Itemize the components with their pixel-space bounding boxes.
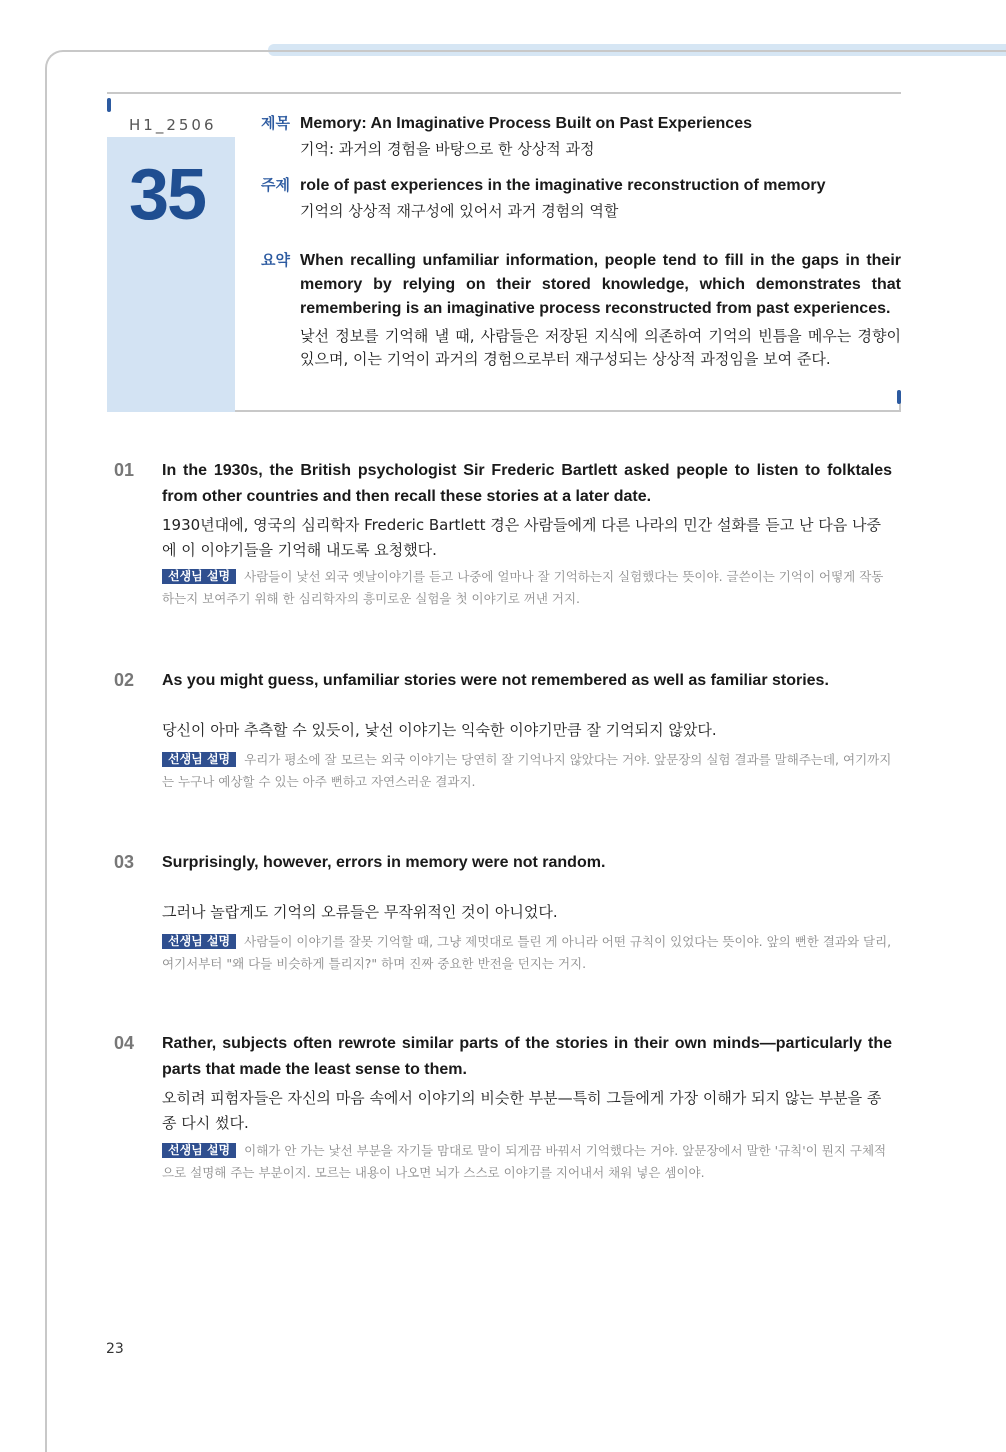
- teacher-note-text: 사람들이 이야기를 잘못 기억할 때, 그냥 제멋대로 틀린 게 아니라 어떤 규칙이 있었다는 뜻이야. 앞의 뻔한 결과와 달리, 여기서부터 "왜 다들 비슷하게 틀리지?" 하며 진짜 중요한 반전을 던지는 거지.: [162, 934, 892, 971]
- teacher-note-badge: 선생님 설명: [162, 569, 236, 584]
- teacher-note-text: 사람들이 낯선 외국 옛날이야기를 듣고 나중에 얼마나 잘 기억하는지 실험했다는 뜻이야. 글쓴이는 기억이 어떻게 작동하는지 보여주기 위해 한 심리학자의 흥미로운 실험을 첫 이야기로 꺼낸 거지.: [162, 569, 884, 606]
- sentence-ko: 1930년대에, 영국의 심리학자 Frederic Bartlett 경은 사람들에게 다른 나라의 민간 설화를 듣고 난 다음 나중에 이 이야기들을 기억해 내도록 요청했다.: [162, 516, 881, 559]
- title-en: Memory: An Imaginative Process Built on Past Experiences: [300, 115, 752, 132]
- teacher-note-badge: 선생님 설명: [162, 934, 236, 949]
- sentence-en: In the 1930s, the British psychologist Sir Frederic Bartlett asked people to listen to folktales from other countries and then recall these stories at a later date.: [162, 462, 892, 505]
- sentence-number: 02: [114, 670, 135, 690]
- question-header-card: [107, 92, 901, 414]
- sentence-number: 04: [114, 1033, 135, 1053]
- card-left-accent: [107, 98, 111, 112]
- sentence-ko: 오히려 피험자들은 자신의 마음 속에서 이야기의 비슷한 부분—특히 그들에게 가장 이해가 되지 않는 부분을 종종 다시 썼다.: [162, 1089, 882, 1132]
- teacher-note-text: 우리가 평소에 잘 모르는 외국 이야기는 당연히 잘 기억나지 않았다는 거야. 앞문장의 실험 결과를 말해주는데, 여기까지는 누구나 예상할 수 있는 아주 뻔하고 자연스러운 결과지.: [162, 752, 892, 789]
- summary-en: When recalling unfamiliar information, people tend to fill in the gaps in their memory by relying on their stored knowledge, which demonstrates that remembering is an imaginative process reconstructed from past experiences.: [300, 252, 901, 317]
- sentence-en: Surprisingly, however, errors in memory were not random.: [162, 854, 606, 871]
- card-right-accent: [897, 390, 901, 404]
- summary-ko: 낯선 정보를 기억해 낼 때, 사람들은 저장된 지식에 의존하여 기억의 빈틈을 메우는 경향이 있으며, 이는 기억이 과거의 경험으로부터 재구성되는 상상적 과정임을 보여 준다.: [300, 327, 901, 368]
- sentence-number: 01: [114, 460, 135, 480]
- topic-en: role of past experiences in the imaginative reconstruction of memory: [300, 177, 826, 194]
- sentence-ko: 그러나 놀랍게도 기억의 오류들은 무작위적인 것이 아니었다.: [162, 903, 558, 921]
- card-top-border: [107, 92, 901, 94]
- teacher-note: [162, 1140, 892, 1184]
- title-ko: 기억: 과거의 경험을 바탕으로 한 상상적 과정: [300, 140, 595, 158]
- question-number: 35: [129, 155, 206, 235]
- sentence-number: 03: [114, 852, 135, 872]
- question-code: H1_2506: [129, 116, 217, 134]
- card-bottom-border: [235, 410, 901, 412]
- sentence-en: Rather, subjects often rewrote similar parts of the stories in their own minds—particularly the parts that made the least sense to them.: [162, 1035, 892, 1078]
- title-label: 제목: [261, 114, 290, 132]
- teacher-note: [162, 931, 892, 975]
- sentence-ko: 당신이 아마 추측할 수 있듯이, 낯선 이야기는 익숙한 이야기만큼 잘 기억되지 않았다.: [162, 721, 717, 739]
- page-number: 23: [106, 1341, 124, 1357]
- topic-ko: 기억의 상상적 재구성에 있어서 과거 경험의 역할: [300, 202, 619, 220]
- teacher-note: [162, 749, 892, 793]
- teacher-note-text: 이해가 안 가는 낯선 부분을 자기들 맘대로 말이 되게끔 바꿔서 기억했다는 거야. 앞문장에서 말한 '규칙'이 뭔지 구체적으로 설명해 주는 부분이지. 모르는 내용이 나오면 뇌가 스스로 이야기를 지어내서 채워 넣은 셈이야.: [162, 1143, 887, 1180]
- summary-label: 요약: [261, 251, 290, 269]
- teacher-note-badge: 선생님 설명: [162, 1143, 236, 1158]
- teacher-note-badge: 선생님 설명: [162, 752, 236, 767]
- teacher-note: [162, 566, 892, 610]
- topic-label: 주제: [261, 176, 290, 194]
- sentence-en: As you might guess, unfamiliar stories were not remembered as well as familiar stories.: [162, 672, 829, 689]
